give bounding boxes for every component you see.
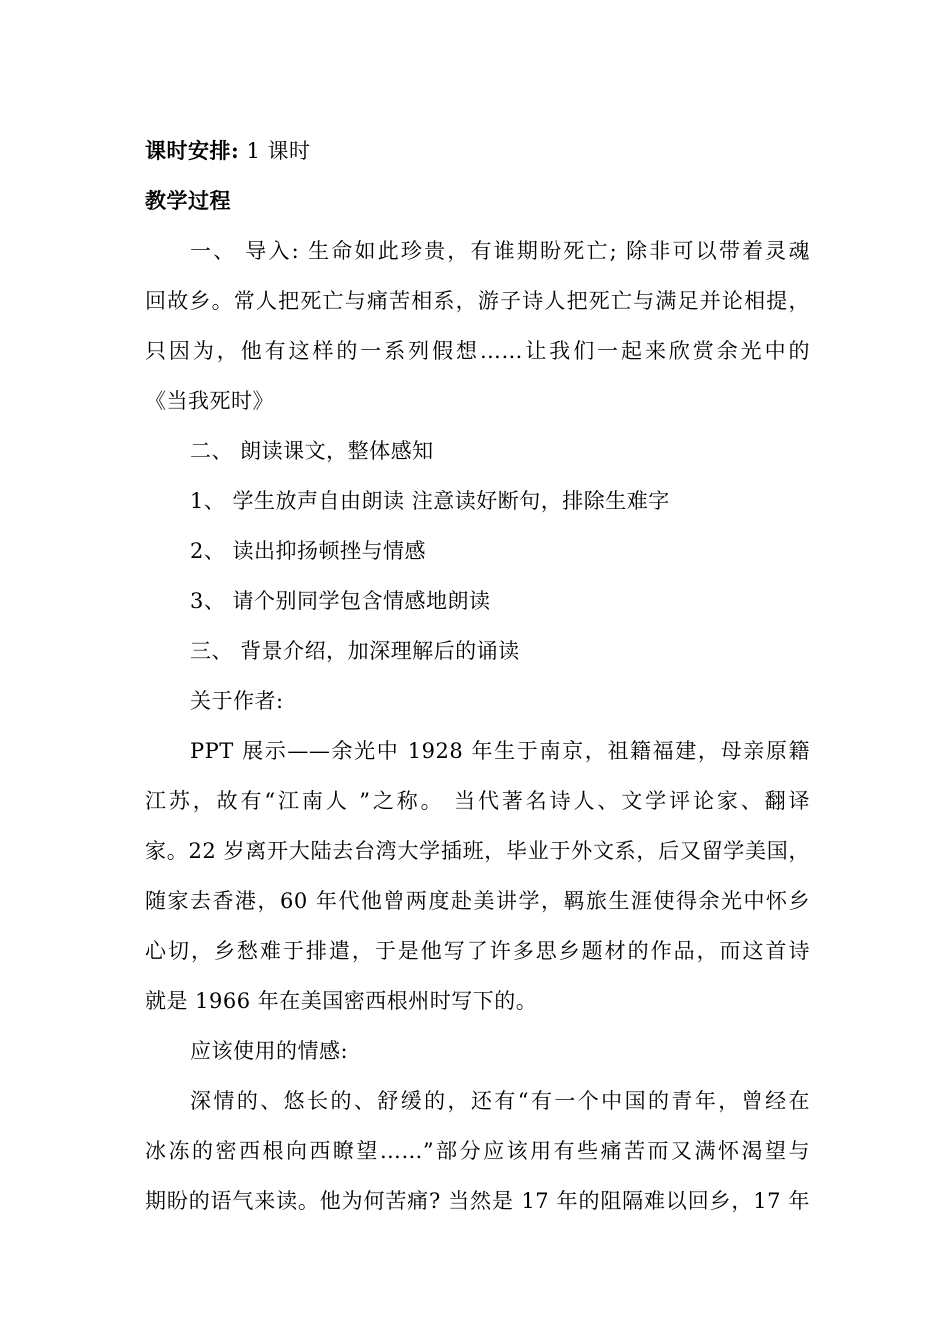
intro-line-3: 只因为，他有这样的一系列假想……让我们一起来欣赏余光中的 — [145, 339, 810, 363]
intro-line-4: 《当我死时》 — [145, 389, 274, 413]
step-1: 1、 学生放声自由朗读 注意读好断句，排除生难字 — [190, 489, 670, 513]
schedule-label: 课时安排: — [145, 138, 240, 163]
intro-line-2: 回故乡。常人把死亡与痛苦相系，游子诗人把死亡与满足并论相提， — [145, 289, 810, 313]
author-line-5: 心切，乡愁难于排遣，于是他写了许多思乡题材的作品，而这首诗 — [145, 939, 810, 963]
author-line-3: 家。22 岁离开大陆去台湾大学插班，毕业于外文系，后又留学美国， — [145, 839, 810, 863]
author-line-2: 江苏，故有“江南人 ”之称。 当代著名诗人、文学评论家、翻译 — [145, 789, 810, 813]
step-3: 3、 请个别同学包含情感地朗读 — [190, 589, 491, 613]
schedule-line — [145, 136, 810, 166]
schedule-value: 1 课时 — [239, 139, 311, 163]
section-two-heading: 二、 朗读课文，整体感知 — [190, 439, 434, 463]
author-line-1: PPT 展示——余光中 1928 年生于南京，祖籍福建，母亲原籍 — [190, 739, 810, 763]
section-three-heading: 三、 背景介绍，加深理解后的诵读 — [190, 639, 520, 663]
process-heading: 教学过程 — [145, 188, 231, 213]
emotion-line-1: 深情的、悠长的、舒缓的，还有“有一个中国的青年，曾经在 — [190, 1089, 810, 1113]
emotion-line-3: 期盼的语气来读。他为何苦痛? 当然是 17 年的阻隔难以回乡，17 年 — [145, 1189, 810, 1213]
author-line-6: 就是 1966 年在美国密西根州时写下的。 — [145, 989, 538, 1013]
intro-line-1: 一、 导入: 生命如此珍贵，有谁期盼死亡; 除非可以带着灵魂 — [190, 239, 810, 263]
author-line-4: 随家去香港，60 年代他曾两度赴美讲学，羁旅生涯使得余光中怀乡 — [145, 889, 810, 913]
emotion-label: 应该使用的情感: — [190, 1039, 349, 1063]
about-author-label: 关于作者: — [190, 689, 284, 713]
emotion-line-2: 冰冻的密西根向西瞭望……”部分应该用有些痛苦而又满怀渴望与 — [145, 1139, 810, 1163]
step-2: 2、 读出抑扬顿挫与情感 — [190, 539, 427, 563]
